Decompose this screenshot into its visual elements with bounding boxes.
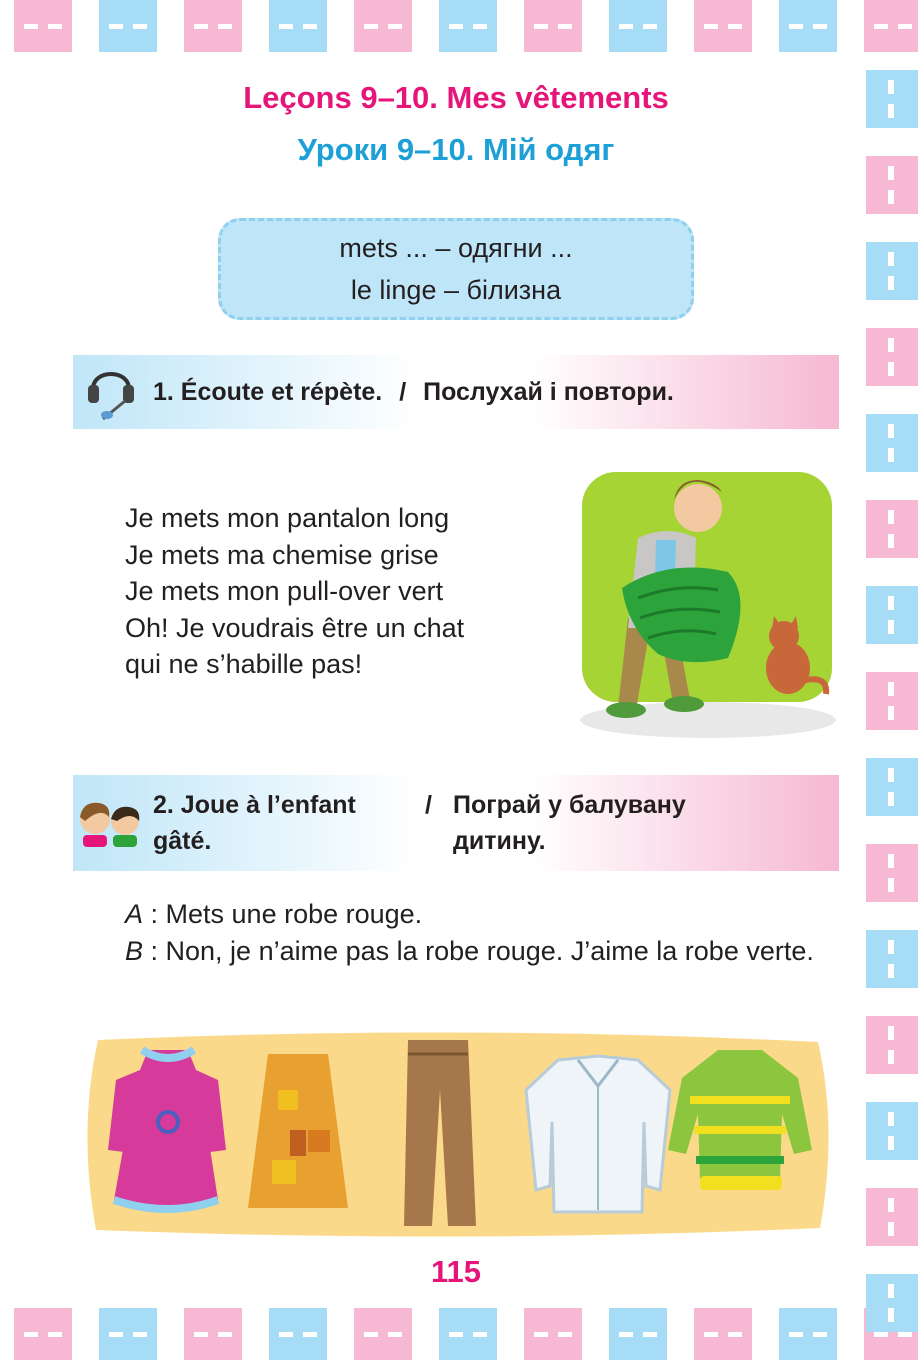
- border-block-dash: [704, 24, 718, 29]
- border-block-dash: [888, 338, 894, 352]
- vocabulary-item: le linge – білизна: [350, 275, 562, 305]
- border-block-dash: [888, 276, 894, 290]
- border-block: [866, 930, 918, 988]
- border-block-dash: [303, 24, 317, 29]
- dialogue-text-a: : Mets une robe rouge.: [143, 899, 423, 929]
- border-block: [14, 0, 72, 52]
- border-block: [866, 242, 918, 300]
- border-block-dash: [888, 620, 894, 634]
- border-block: [866, 328, 918, 386]
- border-block-dash: [728, 1332, 742, 1337]
- clothes-illustration-strip: [78, 1030, 836, 1240]
- border-block: [609, 0, 667, 52]
- border-block-dash: [888, 1222, 894, 1236]
- page-number: 115: [430, 1254, 481, 1289]
- border-block-dash: [109, 1332, 123, 1337]
- speaker-b: B: [125, 935, 144, 966]
- border-block-dash: [194, 24, 208, 29]
- task-2-french-line: gâté.: [153, 827, 212, 855]
- border-block-dash: [279, 1332, 293, 1337]
- two-children-icon: [75, 799, 145, 849]
- border-block-dash: [888, 166, 894, 180]
- border-block: [524, 1308, 582, 1360]
- border-block-dash: [218, 1332, 232, 1337]
- border-block: [609, 1308, 667, 1360]
- border-block-dash: [388, 24, 402, 29]
- border-block: [439, 1308, 497, 1360]
- dialogue-line-b: [73, 933, 839, 970]
- border-block: [524, 0, 582, 52]
- lesson-title-ukrainian: Уроки 9–10. Мій одяг: [297, 132, 615, 167]
- task-2-separator: /: [425, 791, 432, 819]
- border-block-dash: [364, 24, 378, 29]
- border-block-dash: [728, 24, 742, 29]
- border-block: [694, 1308, 752, 1360]
- border-block: [866, 844, 918, 902]
- border-block-dash: [24, 1332, 38, 1337]
- border-block-dash: [48, 24, 62, 29]
- border-block-dash: [48, 1332, 62, 1337]
- border-block-dash: [888, 1050, 894, 1064]
- border-block-dash: [449, 24, 463, 29]
- border-block-dash: [888, 424, 894, 438]
- border-block-dash: [534, 24, 548, 29]
- border-block-dash: [888, 1026, 894, 1040]
- task-1-header: [73, 355, 839, 429]
- border-block-dash: [449, 1332, 463, 1337]
- dialogue-text-b: : Non, je n’aime pas la robe rouge. J’aime la robe verte.: [143, 935, 814, 966]
- border-block-dash: [888, 792, 894, 806]
- border-block: [269, 0, 327, 52]
- border-block-dash: [888, 252, 894, 266]
- border-block-dash: [789, 1332, 803, 1337]
- border-block-dash: [789, 24, 803, 29]
- border-block-dash: [558, 1332, 572, 1337]
- border-block: [866, 758, 918, 816]
- task-2-ukrainian-line: Пограй у балувану: [453, 791, 686, 819]
- border-block: [184, 0, 242, 52]
- border-block: [439, 0, 497, 52]
- poem-line: Je mets mon pantalon long: [125, 503, 450, 533]
- border-block: [99, 1308, 157, 1360]
- border-block-dash: [888, 510, 894, 524]
- poem-line: Oh! Je voudrais être un chat: [125, 612, 465, 643]
- boy-with-sweater-illustration: [578, 458, 840, 740]
- poem-line: qui ne s’habille pas!: [125, 649, 363, 680]
- border-block-dash: [194, 1332, 208, 1337]
- border-block-dash: [279, 24, 293, 29]
- decorative-border-bottom: [0, 1308, 918, 1360]
- border-block-dash: [534, 1332, 548, 1337]
- border-block: [866, 414, 918, 472]
- border-block-dash: [473, 1332, 487, 1337]
- border-block-dash: [643, 1332, 657, 1337]
- border-block: [694, 0, 752, 52]
- border-block: [354, 1308, 412, 1360]
- poem-line: Je mets ma chemise grise: [125, 539, 439, 570]
- border-block-dash: [888, 190, 894, 204]
- border-block-dash: [888, 682, 894, 696]
- border-block-dash: [813, 1332, 827, 1337]
- border-block-dash: [24, 24, 38, 29]
- border-block: [779, 0, 837, 52]
- dialogue-line-a: [73, 896, 839, 933]
- border-block-dash: [133, 1332, 147, 1337]
- border-block-dash: [218, 24, 232, 29]
- border-block-dash: [888, 1198, 894, 1212]
- border-block: [269, 1308, 327, 1360]
- headphones-microphone-icon: [85, 359, 137, 425]
- border-block-dash: [888, 596, 894, 610]
- border-block-dash: [303, 1332, 317, 1337]
- border-block-dash: [364, 1332, 378, 1337]
- lesson-title-french: Leçons 9–10. Mes vêtements: [243, 80, 669, 115]
- border-block: [866, 586, 918, 644]
- border-block-dash: [888, 1308, 894, 1322]
- border-block-dash: [109, 24, 123, 29]
- border-block: [184, 1308, 242, 1360]
- decorative-border-right: [866, 0, 918, 1360]
- border-block-dash: [888, 878, 894, 892]
- border-block-dash: [888, 964, 894, 978]
- border-block-dash: [888, 448, 894, 462]
- border-block-dash: [888, 706, 894, 720]
- border-block-dash: [619, 1332, 633, 1337]
- border-block: [866, 1102, 918, 1160]
- border-block: [14, 1308, 72, 1360]
- border-block-dash: [133, 24, 147, 29]
- poem-line: Je mets mon pull-over vert: [125, 576, 444, 607]
- border-block: [779, 1308, 837, 1360]
- task-1-french: 1. Écoute et répète.: [153, 378, 383, 406]
- border-block: [354, 0, 412, 52]
- border-block-dash: [888, 854, 894, 868]
- task-1-ukrainian: Послухай і повтори.: [423, 378, 674, 406]
- border-block-dash: [558, 24, 572, 29]
- border-block: [866, 500, 918, 558]
- task-1-separator: /: [399, 378, 407, 406]
- border-block-dash: [888, 362, 894, 376]
- border-block-dash: [888, 1136, 894, 1150]
- border-block: [866, 1016, 918, 1074]
- speaker-a: A: [125, 899, 144, 929]
- border-block-dash: [619, 24, 633, 29]
- decorative-border-top: [0, 0, 918, 52]
- border-block-dash: [888, 534, 894, 548]
- border-block: [866, 1188, 918, 1246]
- border-block-dash: [813, 24, 827, 29]
- dialogue: [73, 896, 839, 969]
- border-block-dash: [704, 1332, 718, 1337]
- border-block-dash: [888, 1112, 894, 1126]
- vocabulary-item: mets ... – одягни ...: [339, 233, 573, 263]
- border-block: [866, 672, 918, 730]
- border-block-dash: [643, 24, 657, 29]
- poem: [125, 500, 464, 683]
- task-2-ukrainian-line: дитину.: [453, 827, 546, 855]
- task-2-french-line: 2. Joue à l’enfant: [153, 791, 356, 819]
- vocabulary-box: [218, 218, 694, 320]
- border-block-dash: [888, 940, 894, 954]
- border-block-dash: [888, 768, 894, 782]
- border-block: [99, 0, 157, 52]
- task-2-header: [73, 775, 839, 871]
- border-block-dash: [388, 1332, 402, 1337]
- border-block-dash: [473, 24, 487, 29]
